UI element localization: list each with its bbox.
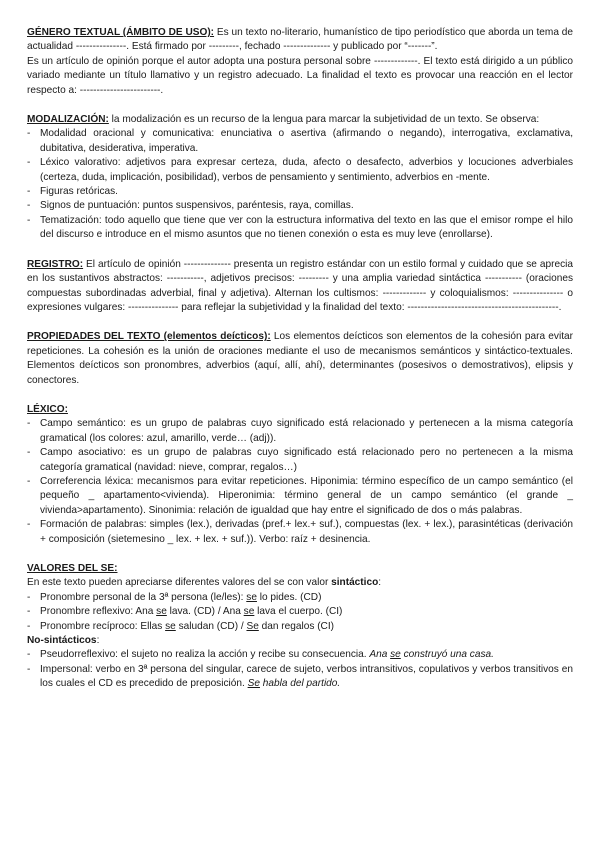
- list-item-text: Campo asociativo: es un grupo de palabras cuyo significado está relacionado pero no pertenecen a la misma categoría gramatical (navidad: nieve, comprar, regalos…): [40, 447, 573, 473]
- bullet-dash: -: [27, 447, 31, 459]
- registro-paragraph: [27, 258, 573, 316]
- text-run: Pronombre reflexivo: Ana: [40, 606, 157, 618]
- modalizacion-heading: MODALIZACIÓN:: [27, 114, 109, 126]
- list-item-text: Modalidad oracional y comunicativa: enunciativa o asertiva (afirmando o negando), interrogativa, exclamativa, dubitativa, desiderativa, imperativa.: [40, 128, 573, 154]
- text-run: lava. (CD) / Ana: [166, 606, 244, 618]
- list-item: [27, 199, 573, 213]
- list-item-text: Léxico valorativo: adjetivos para expresar certeza, duda, afecto o desafecto, adverbios y locuciones adverbiales (certeza, duda, implicación, posibilidad), verbos de pensamiento y sentimiento, adverbios en -mente.: [40, 157, 573, 183]
- se-underlined: Se: [246, 620, 259, 632]
- list-item-text: Correferencia léxica: mecanismos para evitar repeticiones. Hiponimia: término específico de un campo semántico (el pequeño _ apartamento<vivienda). Hiperonimia: término general de un campo semántico (el grande _ vivienda>apartamento). Sinonimia: relación de igualdad que hay entre el significado de dos o más palabras.: [40, 475, 573, 516]
- lexico-heading: LÉXICO:: [27, 403, 68, 415]
- list-item: [27, 417, 573, 446]
- se-underlined: se: [156, 606, 167, 618]
- bullet-dash: -: [27, 128, 31, 140]
- registro-heading: REGISTRO:: [27, 258, 84, 270]
- lexico-list: [27, 417, 573, 547]
- list-item-text: Formación de palabras: simples (lex.), derivadas (pref.+ lex.+ suf.), compuestas (lex. + lex.), parasintéticas (derivación + composición (sietemesino _ lex. + lex. + suf.)). Verbo: raíz + desinencia.: [40, 519, 573, 545]
- text-run: lo pides. (CD): [256, 591, 322, 603]
- list-item-text: Figuras retóricas.: [40, 186, 118, 198]
- text-run: Pronombre personal de la 3ª persona (le/les):: [40, 591, 247, 603]
- bullet-dash: -: [27, 606, 31, 618]
- modalizacion-paragraph: [27, 113, 573, 127]
- valores-intro: [27, 576, 573, 590]
- text-run: Pronombre recíproco: Ellas: [40, 620, 166, 632]
- list-item: [27, 446, 573, 475]
- bullet-dash: -: [27, 663, 31, 675]
- lexico-heading-line: [27, 403, 573, 417]
- valores-heading: VALORES DEL SE:: [27, 563, 118, 574]
- list-item-text: Campo semántico: es un grupo de palabras cuyo significado está relacionado y pertenecen a la misma categoría gramatical (los colores: azul, amarillo, verde… (adj)).: [40, 418, 573, 444]
- se-underlined: se: [390, 649, 401, 661]
- list-item: [27, 214, 573, 243]
- valores-nosintactico-list: [27, 648, 573, 691]
- bullet-dash: -: [27, 519, 31, 531]
- modalizacion-list: [27, 127, 573, 242]
- list-item: [27, 185, 573, 199]
- bullet-dash: -: [27, 200, 31, 212]
- se-underlined: se: [243, 606, 255, 618]
- list-item: [27, 475, 573, 518]
- bullet-dash: -: [27, 186, 31, 198]
- bullet-dash: -: [27, 591, 31, 603]
- bullet-dash: -: [27, 649, 31, 661]
- list-item: [27, 620, 573, 634]
- example-italic: habla del partido.: [259, 678, 341, 690]
- propiedades-text: Los elementos deícticos son elementos de la cohesión para evitar repeticiones. La cohesión es la unión de oraciones mediante el uso de mecanismos semánticos y sintáctico-textuales. Elementos deícticos son pronombres, adverbios (aquí, allí, ahí), determinantes (posesivos o demostrativos), elipsis y conectores.: [27, 331, 573, 386]
- text-run: lava el cuerpo. (CI): [254, 606, 343, 618]
- genero-paragraph: [27, 26, 573, 55]
- bullet-dash: -: [27, 214, 31, 226]
- list-item: [27, 156, 573, 185]
- nosintacticos-colon: :: [96, 635, 100, 647]
- bullet-dash: -: [27, 157, 31, 169]
- propiedades-heading: PROPIEDADES DEL TEXTO (elementos deícticos):: [27, 331, 271, 343]
- list-item: [27, 663, 573, 692]
- text-run: dan regalos (CI): [258, 620, 335, 632]
- valores-intro-text: En este texto pueden apreciarse diferentes valores del se con valor: [27, 577, 332, 589]
- valores-sintactico-list: [27, 591, 573, 634]
- text-run: Pseudorreflexivo: el sujeto no realiza la acción y recibe su consecuencia.: [40, 649, 370, 661]
- se-underlined: se: [165, 620, 176, 632]
- bullet-dash: -: [27, 620, 31, 632]
- list-item: [27, 605, 573, 619]
- propiedades-paragraph: [27, 330, 573, 388]
- valores-intro-colon: :: [378, 577, 382, 589]
- genero-heading: GÉNERO TEXTUAL (ÁMBITO DE USO):: [27, 27, 215, 38]
- registro-text: El artículo de opinión -------------- presenta un registro estándar con un estilo formal y cuidado que se aprecia en los sustantivos abstractos: -----------, adjetivos precisos: --------- y una amplia variedad sintáctica ----------- (oraciones compuestas subordinadas adverbial, final y adjetiva). Alternan los cultismos: ------------- y coloquialismos: --------------- o expresiones vulgares: --------------- para reflejar la subjetividad y la finalidad del texto: ---------------------------------------------.: [27, 258, 573, 313]
- list-item: [27, 648, 573, 662]
- list-item-text: Signos de puntuación: puntos suspensivos, paréntesis, raya, comillas.: [40, 200, 354, 212]
- se-underlined: se: [246, 591, 257, 603]
- list-item: [27, 591, 573, 605]
- bullet-dash: -: [27, 475, 31, 487]
- se-underlined: Se: [247, 678, 260, 690]
- text-run: Impersonal: verbo en 3ª persona del singular, carece de sujeto, verbos intransitivos, copulativos y verbos transitivos en los cuales el CD es precedido de preposición.: [40, 663, 573, 690]
- nosintacticos-line: [27, 634, 573, 648]
- nosintacticos-label: No-sintácticos: [27, 635, 97, 647]
- valores-intro-bold: sintáctico: [331, 577, 379, 589]
- list-item: [27, 518, 573, 547]
- bullet-dash: -: [27, 418, 31, 430]
- example-italic: construyó una casa.: [400, 649, 494, 661]
- text-run: saludan (CD) /: [175, 620, 247, 632]
- genero-text: Es un texto no-literario, humanístico de tipo periodístico que aborda un tema de actualidad ---------------. Está firmado por ---------, fechado -------------- y publicado por “-------”.: [27, 27, 573, 53]
- modalizacion-intro: la modalización es un recurso de la lengua para marcar la subjetividad de un texto. Se observa:: [108, 114, 540, 126]
- valores-heading-line: [27, 562, 573, 576]
- genero-paragraph-2: Es un artículo de opinión porque el autor adopta una postura personal sobre -------------. El texto está dirigido a un público variado mediante un título llamativo y un registro adecuado. La finalidad el texto es provocar una reacción en el lector respecto a: ------------------------.: [27, 55, 573, 96]
- list-item-text: Tematización: todo aquello que tiene que ver con la estructura informativa del texto en las que el emisor rompe el hilo del discurso e introduce en el mismo asuntos que no tienen conexión o esta es muy leve (enrollarse).: [40, 214, 573, 241]
- example-italic: Ana: [369, 649, 391, 661]
- document-page: [27, 26, 573, 692]
- list-item: [27, 127, 573, 156]
